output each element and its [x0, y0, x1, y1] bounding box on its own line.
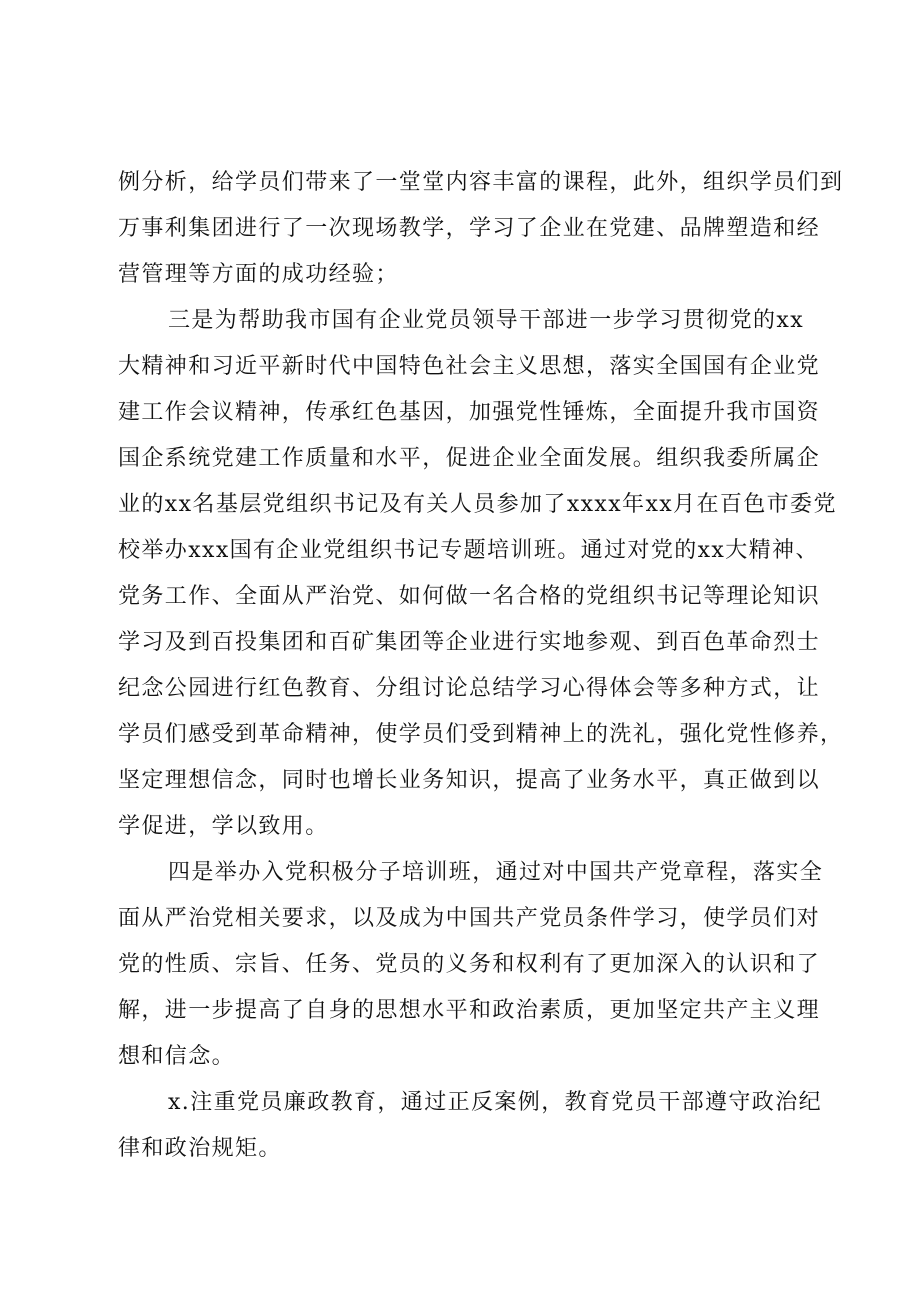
- text-line: 国企系统党建工作质量和水平，促进企业全面发展。组织我委所属企: [118, 446, 821, 471]
- paragraph-continuation: [118, 160, 844, 298]
- text-line: 例分析，给学员们带来了一堂堂内容丰富的课程，此外，组织学员们到: [118, 170, 844, 195]
- paragraph-section-x: [118, 1080, 828, 1172]
- text-line: 建工作会议精神，传承红色基因，加强党性锤炼，全面提升我市国资: [118, 400, 821, 425]
- document-body: [118, 160, 844, 1172]
- paragraph-point-four: [118, 850, 828, 1080]
- text-line: 三是为帮助我市国有企业党员领导干部进一步学习贯彻党的xx: [168, 308, 805, 333]
- text-line: x.注重党员廉政教育，通过正反案例，教育党员干部遵守政治纪: [168, 1090, 823, 1115]
- text-line: 学促进，学以致用。: [118, 814, 329, 839]
- text-line: 党的性质、宗旨、任务、党员的义务和权利有了更加深入的认识和了: [118, 952, 821, 977]
- text-line: 纪念公园进行红色教育、分组讨论总结学习心得体会等多种方式，让: [118, 676, 821, 701]
- text-line: 律和政治规矩。: [118, 1136, 282, 1161]
- text-line: 学习及到百投集团和百矿集团等企业进行实地参观、到百色革命烈士: [118, 630, 821, 655]
- text-line: 万事利集团进行了一次现场教学，学习了企业在党建、品牌塑造和经: [118, 216, 821, 241]
- text-line: 四是举办入党积极分子培训班，通过对中国共产党章程，落实全: [168, 860, 824, 885]
- paragraph-point-three: [118, 298, 844, 850]
- text-line: 业的xx名基层党组织书记及有关人员参加了xxxx年xx月在百色市委党: [118, 492, 837, 517]
- text-line: 想和信念。: [118, 1044, 236, 1069]
- text-line: 校举办xxx国有企业党组织书记专题培训班。通过对党的xx大精神、: [118, 538, 819, 563]
- text-line: 营管理等方面的成功经验；: [118, 262, 399, 287]
- text-line: 党务工作、全面从严治党、如何做一名合格的党组织书记等理论知识: [118, 584, 821, 609]
- text-line: 大精神和习近平新时代中国特色社会主义思想，落实全国国有企业党: [118, 354, 821, 379]
- text-line: 坚定理想信念，同时也增长业务知识，提高了业务水平，真正做到以: [118, 768, 821, 793]
- text-line: 面从严治党相关要求，以及成为中国共产党员条件学习，使学员们对: [118, 906, 821, 931]
- text-line: 解，进一步提高了自身的思想水平和政治素质，更加坚定共产主义理: [118, 998, 821, 1023]
- text-line: 学员们感受到革命精神，使学员们受到精神上的洗礼，强化党性修养，: [118, 722, 844, 747]
